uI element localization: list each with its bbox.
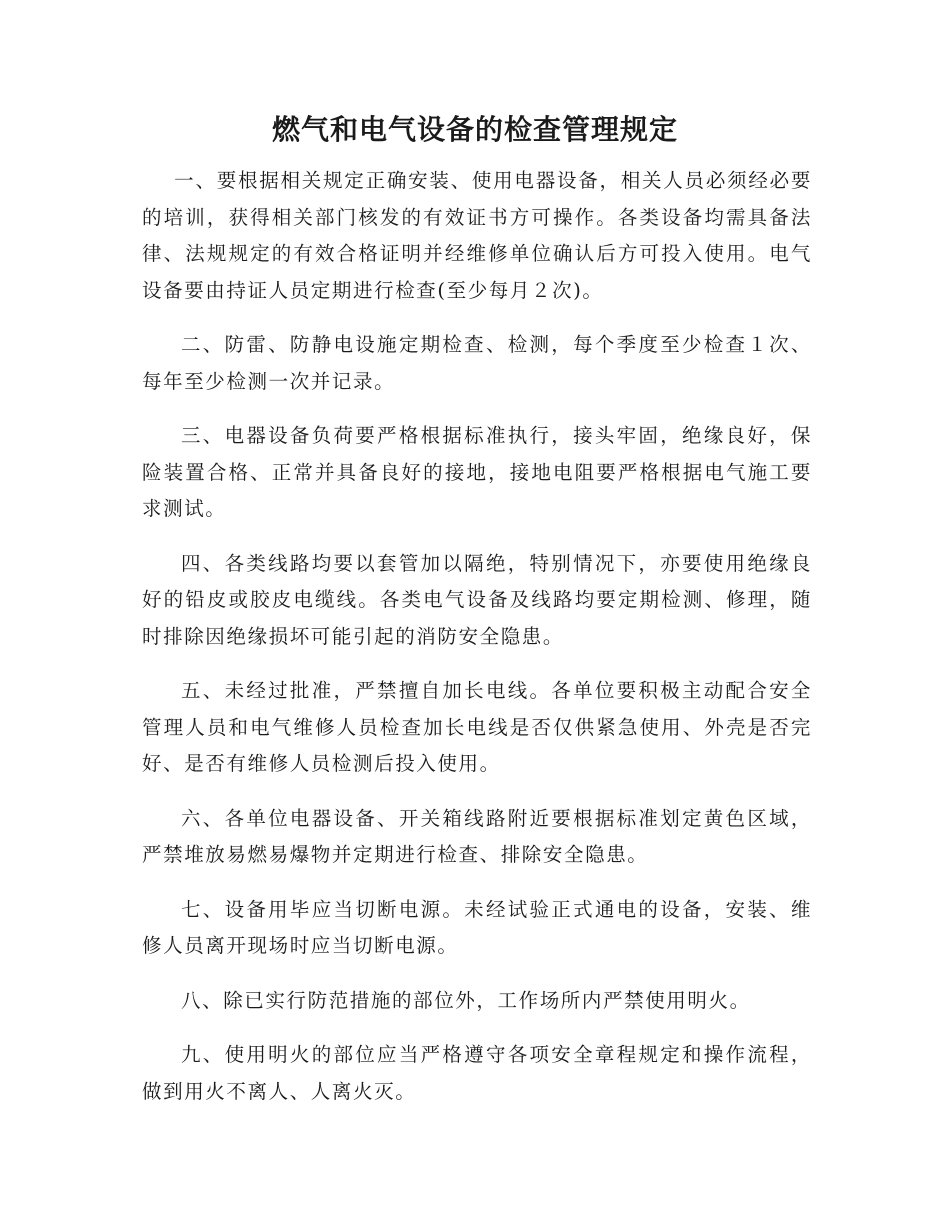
paragraph-gap [142, 1019, 812, 1037]
document-body [142, 163, 812, 1110]
paragraph-2: 二、防雷、防静电设施定期检查、检测，每个季度至少检查１次、每年至少检测一次并记录。 [142, 333, 812, 393]
paragraph-gap [142, 655, 812, 673]
paragraph-gap [142, 874, 812, 892]
paragraph-gap [142, 400, 812, 418]
document-title: 燃气和电气设备的检查管理规定 [271, 113, 678, 146]
paragraph-gap [142, 783, 812, 801]
paragraph-9: 九、使用明火的部位应当严格遵守各项安全章程规定和操作流程，做到用火不离人、人离火灭。 [142, 1043, 812, 1103]
paragraph-gap [142, 528, 812, 546]
paragraph-1: 一、要根据相关规定正确安装、使用电器设备，相关人员必须经必要的培训，获得相关部门核发的有效证书方可操作。各类设备均需具备法律、法规规定的有效合格证明并经维修单位确认后方可投入使用。电气设备要由持证人员定期进行检查(至少每月２次)。 [142, 169, 812, 302]
paragraph-gap [142, 965, 812, 983]
paragraph-3: 三、电器设备负荷要严格根据标准执行，接头牢固，绝缘良好，保险装置合格、正常并具备良好的接地，接地电阻要严格根据电气施工要求测试。 [142, 424, 812, 520]
paragraph-gap [142, 309, 812, 327]
paragraph-7: 七、设备用毕应当切断电源。未经试验正式通电的设备，安装、维修人员离开现场时应当切断电源。 [142, 897, 812, 957]
paragraph-4: 四、各类线路均要以套管加以隔绝，特别情况下，亦要使用绝缘良好的铅皮或胶皮电缆线。各类电气设备及线路均要定期检测、修理，随时排除因绝缘损坏可能引起的消防安全隐患。 [142, 551, 812, 648]
paragraph-6: 六、各单位电器设备、开关箱线路附近要根据标准划定黄色区域，严禁堆放易燃易爆物并定期进行检查、排除安全隐患。 [142, 806, 812, 866]
paragraph-8: 八、除已实行防范措施的部位外，工作场所内严禁使用明火。 [181, 988, 751, 1012]
paragraph-5: 五、未经过批准，严禁擅自加长电线。各单位要积极主动配合安全管理人员和电气维修人员检查加长电线是否仅供紧急使用、外壳是否完好、是否有维修人员检测后投入使用。 [142, 679, 812, 775]
